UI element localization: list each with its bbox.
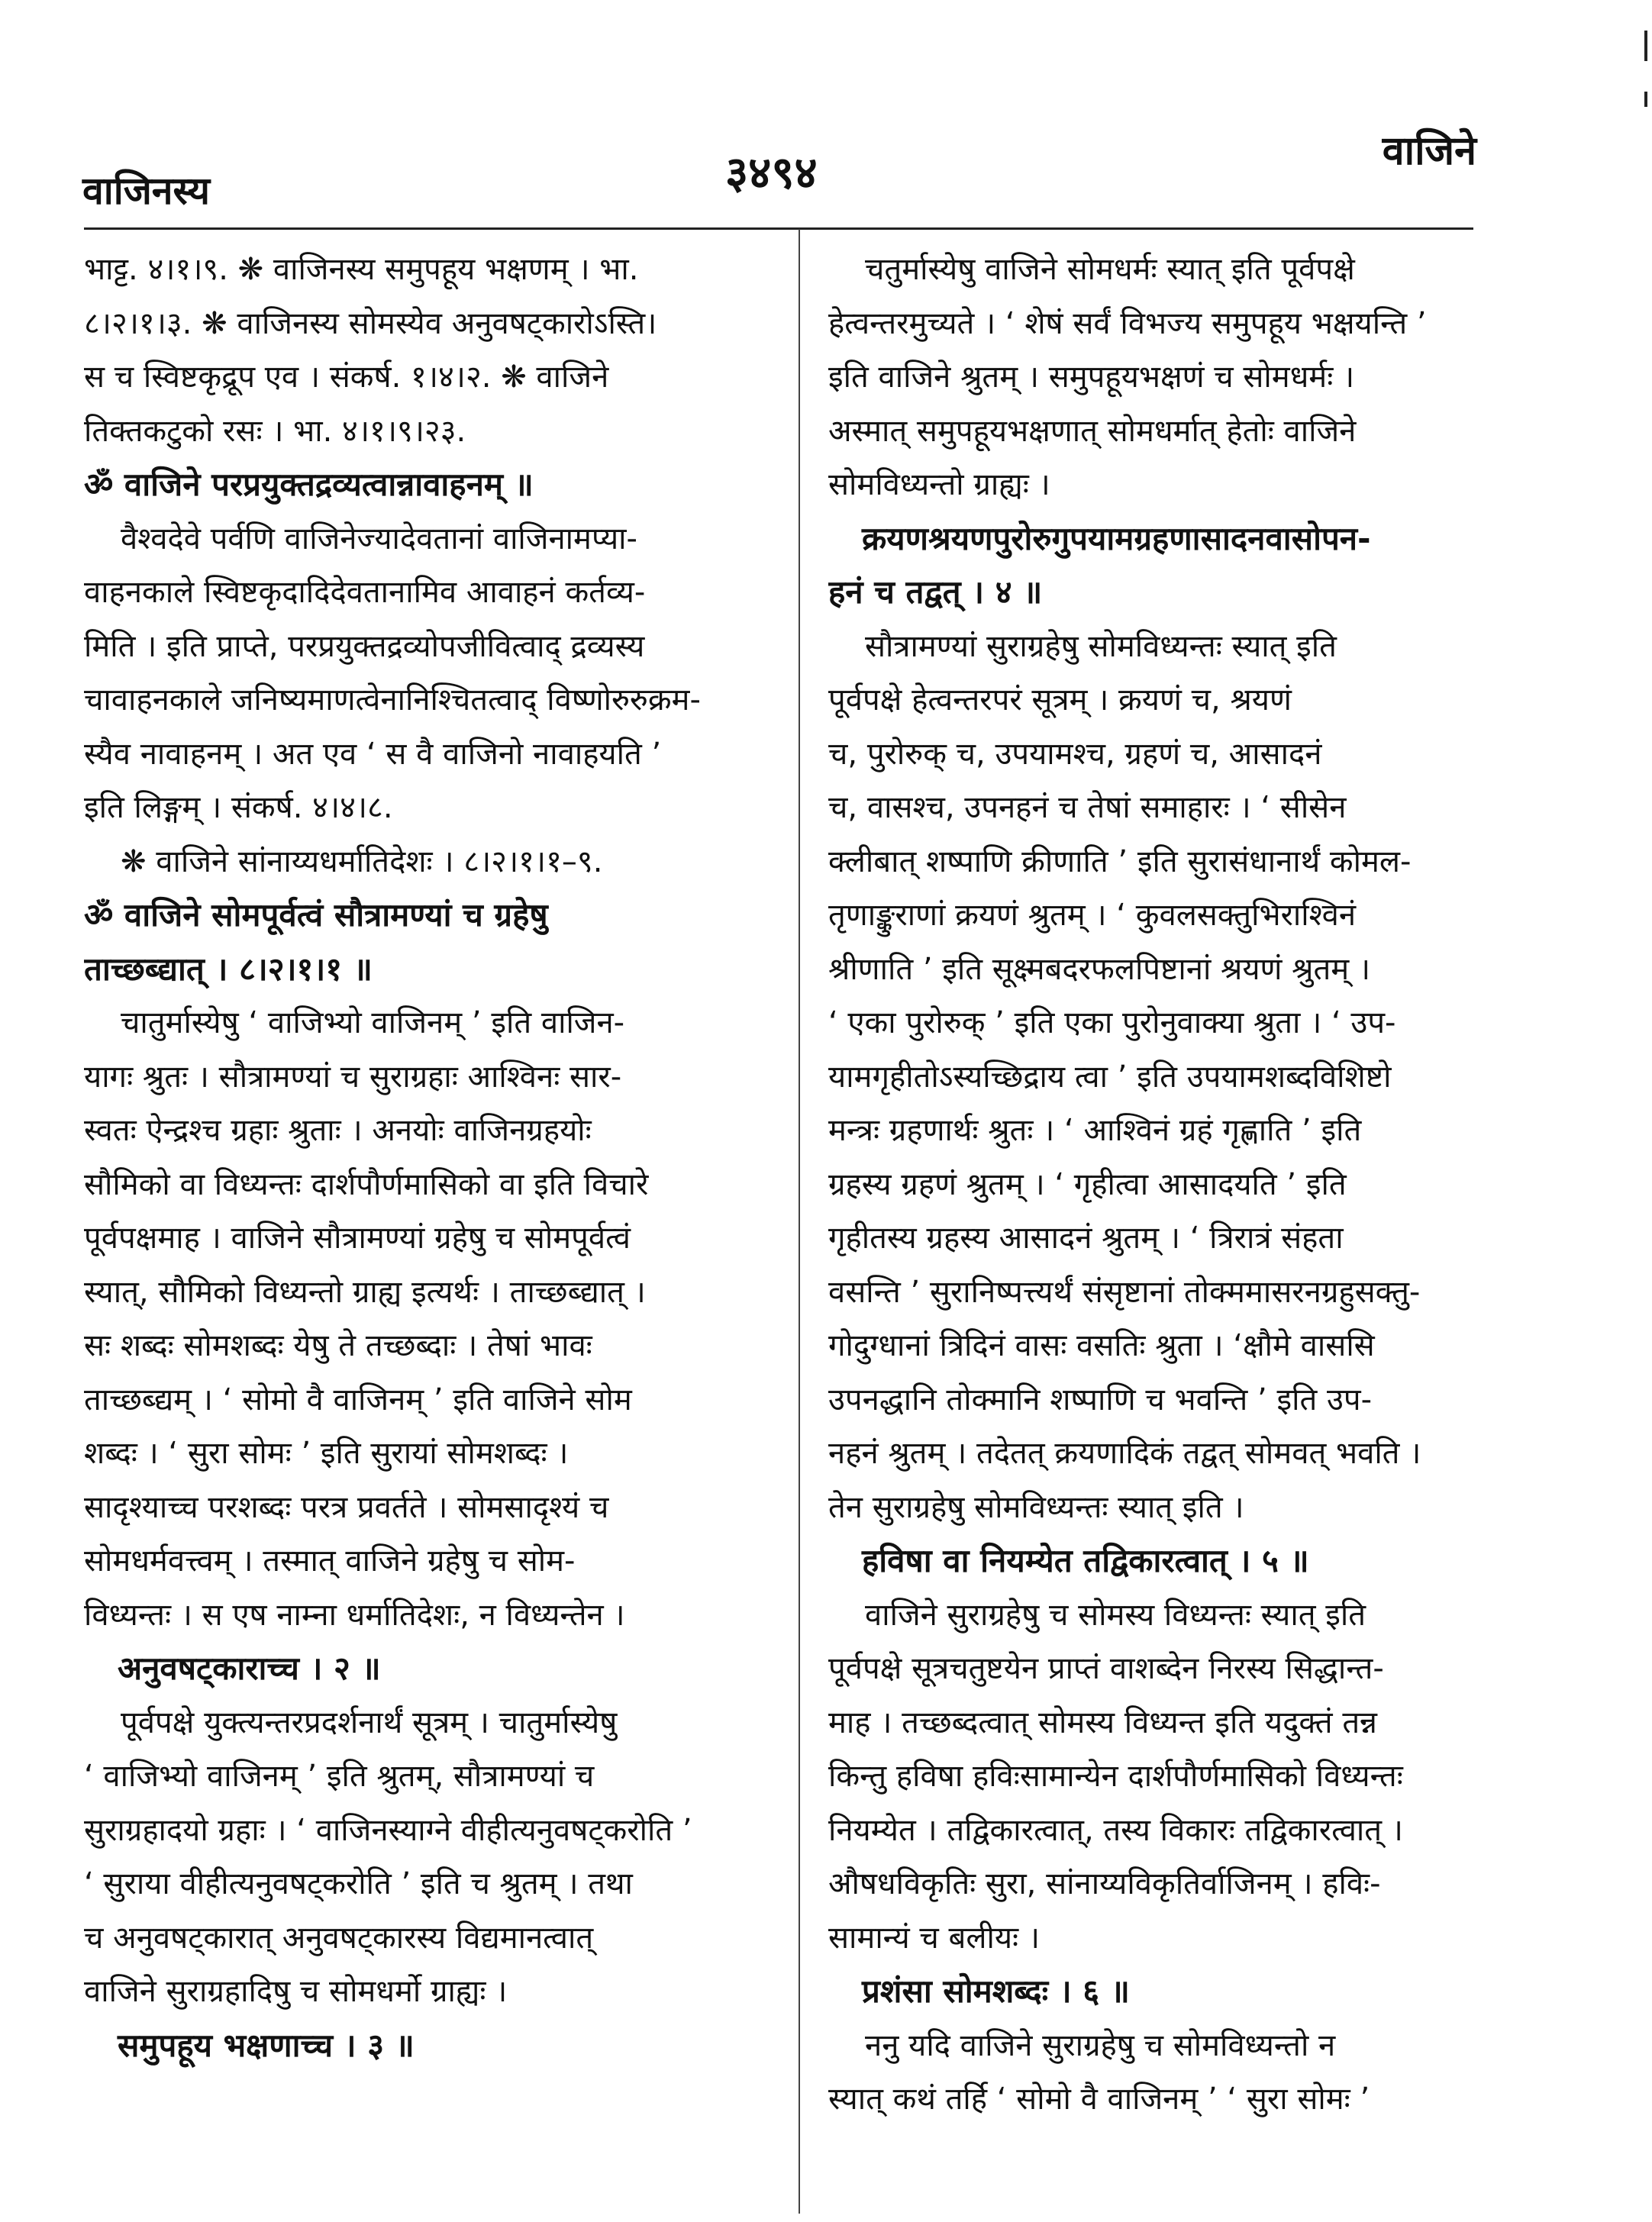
section-heading: ॐ वाजिने परप्रयुक्तद्रव्यत्वान्नावाहनम् ॥ [84,466,534,503]
text-line: सोमविध्यन्तो ग्राह्यः । [828,467,1050,502]
text-line: सादृश्याच्च परशब्दः परत्र प्रवर्तते । सोमसादृश्यं च [84,1489,609,1525]
text-line: पूर्वपक्षमाह । वाजिने सौत्रामण्यां ग्रहेषु च सोमपूर्वत्वं [84,1221,631,1256]
text-line: स्वतः ऐन्द्रश्च ग्रहाः श्रुताः । अनयोः वाजिनग्रहयोः [84,1113,592,1148]
right-column [828,243,1508,2127]
text-line: तृणाङ्कुराणां क्रयणं श्रुतम् । ‘ कुवलसक्तुभिराश्विनं [828,898,1357,933]
text-line: सौत्रामण्यां सुराग्रहेषु सोमविध्यन्तः स्यात् इति [865,628,1337,664]
text-line: सोमधर्मवत्त्वम् । तस्मात् वाजिने ग्रहेषु च सोम- [84,1543,576,1579]
text-line: ‘ सुराया वीहीत्यनुवषट्करोति ’ इति च श्रुतम् । तथा [84,1866,633,1901]
text-line: गृहीतस्य ग्रहस्य आसादनं श्रुतम् । ‘ त्रिरात्रं संहता [828,1221,1344,1256]
text-line: औषधविकृतिः सुरा, सांनाय्यविकृतिर्वाजिनम् । हविः- [828,1866,1381,1901]
scan-edge-mark [1644,92,1647,107]
text-line: ‘ वाजिभ्यो वाजिनम् ’ इति श्रुतम्, सौत्रामण्यां च [84,1759,595,1794]
running-head-left: वाजिनस्य [82,169,210,213]
text-line: वैश्वदेवे पर्वणि वाजिनेज्यादेवतानां वाजिनामप्या- [121,521,637,556]
text-line: नहनं श्रुतम् । तदेतत् क्रयणादिकं तद्वत् सोमवत् भवति । [828,1436,1421,1471]
text-line: पूर्वपक्षे युक्त्यन्तरप्रदर्शनार्थं सूत्रम् । चातुर्मास्येषु [121,1704,618,1740]
text-line: इति वाजिने श्रुतम् । समुपहूयभक्षणं च सोमधर्मः । [828,360,1355,395]
text-line: वसन्ति ’ सुरानिष्पत्त्यर्थं संसृष्टानां तोक्ममासरनग्रहुसक्तु- [828,1274,1421,1310]
text-line: चातुर्मास्येषु ‘ वाजिभ्यो वाजिनम् ’ इति वाजिन- [121,1005,625,1040]
section-heading: हनं च तद्वत् । ४ ॥ [828,573,1043,611]
section-heading: हविषा वा नियम्येत तद्विकारत्वात् । ५ ॥ [862,1542,1309,1579]
text-line: यागः श्रुतः । सौत्रामण्यां च सुराग्रहाः आश्विनः सार- [84,1059,622,1095]
text-line: ग्रहस्य ग्रहणं श्रुतम् । ‘ गृहीत्वा आसादयति ’ इति [828,1166,1347,1202]
text-line: इति लिङ्गम् । संकर्ष. ४।४।८. [84,790,393,825]
page-number: ३४९४ [725,147,818,198]
text-line: वाजिने सुराग्रहादिषु च सोमधर्मो ग्राह्यः । [84,1974,508,2009]
text-line: श्रीणाति ’ इति सूक्ष्मबदरफलपिष्टानां श्रयणं श्रुतम् । [828,951,1371,987]
text-line: नियम्येत । तद्विकारत्वात्, तस्य विकारः तद्विकारत्वात् । [828,1812,1403,1848]
section-heading: ताच्छब्द्यात् । ८।२।१।१ ॥ [84,950,373,988]
text-line: अस्मात् समुपहूयभक्षणात् सोमधर्मात् हेतोः वाजिने [828,413,1357,449]
text-line: सुराग्रहादयो ग्रहाः । ‘ वाजिनस्याग्ने वीहीत्यनुवषट्करोति ’ [84,1812,692,1848]
text-line: च, पुरोरुक् च, उपयामश्च, ग्रहणं च, आसादनं [828,736,1322,772]
text-line: भाट्ट. ४।१।९. ❋ वाजिनस्य समुपहूय भक्षणम् । भा. [84,252,639,287]
text-line: वाजिने सुराग्रहेषु च सोमस्य विध्यन्तः स्यात् इति [865,1597,1366,1633]
section-heading: अनुवषट्काराच्च । २ ॥ [118,1650,381,1687]
text-line: स्यैव नावाहनम् । अत एव ‘ स वै वाजिनो नावाहयति ’ [84,736,662,772]
left-column [84,243,763,2072]
text-line: पूर्वपक्षे सूत्रचतुष्टयेन प्राप्तं वाशब्देन निरस्य सिद्धान्त- [828,1651,1384,1686]
text-line: ❋ वाजिने सांनाय्यधर्मातिदेशः । ८।२।१।१–९. [121,843,603,879]
text-line: स च स्विष्टकृद्रूप एव । संकर्ष. १।४।२. ❋ वाजिने [84,360,609,395]
text-line: तेन सुराग्रहेषु सोमविध्यन्तः स्यात् इति । [828,1489,1244,1525]
text-line: विध्यन्तः । स एष नाम्ना धर्मातिदेशः, न विध्यन्तेन । [84,1597,625,1633]
text-line: गोदुग्धानां त्रिदिनं वासः वसतिः श्रुता । ‘क्षौमे वाससि [828,1328,1375,1363]
text-line: हेत्वन्तरमुच्यते । ‘ शेषं सर्वं विभज्य समुपहूय भक्षयन्ति ’ [828,305,1427,341]
text-line: चतुर्मास्येषु वाजिने सोमधर्मः स्यात् इति पूर्वपक्षे [865,252,1355,287]
text-line: वाहनकाले स्विष्टकृदादिदेवतानामिव आवाहनं कर्तव्य- [84,575,646,610]
text-line: सौमिको वा विध्यन्तः दार्शपौर्णमासिको वा इति विचारे [84,1166,649,1202]
text-line: स्यात् कथं तर्हि ‘ सोमो वै वाजिनम् ’ ‘ सुरा सोमः ’ [828,2082,1370,2117]
text-line: मिति । इति प्राप्ते, परप्रयुक्तद्रव्योपजीवित्वाद् द्रव्यस्य [84,628,645,664]
text-line: चावाहनकाले जनिष्यमाणत्वेनानिश्चितत्वाद् विष्णोरुरुक्रम- [84,682,701,718]
text-line: च, वासश्च, उपनहनं च तेषां समाहारः । ‘ सीसेन [828,790,1347,825]
text-line: किन्तु हविषा हविःसामान्येन दार्शपौर्णमासिको विध्यन्तः [828,1759,1403,1794]
text-line: मन्त्रः ग्रहणार्थः श्रुतः । ‘ आश्विनं ग्रहं गृह्णाति ’ इति [828,1113,1362,1148]
section-heading: प्रशंसा सोमशब्दः । ६ ॥ [862,1972,1130,2010]
text-line: ननु यदि वाजिने सुराग्रहेषु च सोमविध्यन्तो न [865,2027,1336,2063]
section-heading: ॐ वाजिने सोमपूर्वत्वं सौत्रामण्यां च ग्रहेषु [84,896,548,934]
scan-edge-mark [1644,31,1647,61]
text-line: यामगृहीतोऽस्यच्छिद्राय त्वा ’ इति उपयामशब्दविशिष्टो [828,1059,1392,1095]
section-heading: क्रयणश्रयणपुरोरुगुपयामग्रहणासादनवासोपन- [862,519,1371,557]
text-line: सामान्यं च बलीयः । [828,1920,1040,1956]
section-heading: समुपहूय भक्षणाच्च । ३ ॥ [118,2026,415,2064]
text-line: पूर्वपक्षे हेत्वन्तरपरं सूत्रम् । क्रयणं च, श्रयणं [828,682,1292,718]
text-line: तिक्तकटुको रसः । भा. ४।१।९।२३. [84,413,466,449]
text-line: च अनुवषट्कारात् अनुवषट्कारस्य विद्यमानत्वात् [84,1920,594,1956]
text-line: सः शब्दः सोमशब्दः येषु ते तच्छब्दाः । तेषां भावः [84,1328,592,1363]
text-line: उपनद्धानि तोक्मानि शष्पाणि च भवन्ति ’ इति उप- [828,1382,1373,1417]
header-rule [84,227,1473,230]
text-line: ८।२।१।३. ❋ वाजिनस्य सोमस्येव अनुवषट्कारोऽस्ति। [84,305,657,341]
text-line: माह । तच्छब्दत्वात् सोमस्य विध्यन्त इति यदुक्तं तन्न [828,1704,1377,1740]
text-line: क्लीबात् शष्पाणि क्रीणाति ’ इति सुरासंधानार्थं कोमल- [828,843,1412,879]
running-head-right: वाजिने [1382,128,1476,174]
text-line: स्यात्, सौमिको विध्यन्तो ग्राह्य इत्यर्थः । ताच्छब्द्यात् । [84,1274,646,1310]
text-line: ‘ एका पुरोरुक् ’ इति एका पुरोनुवाक्या श्रुता । ‘ उप- [828,1005,1396,1040]
column-separator [799,229,800,2214]
text-line: ताच्छब्द्यम् । ‘ सोमो वै वाजिनम् ’ इति वाजिने सोम [84,1382,632,1417]
text-line: शब्दः । ‘ सुरा सोमः ’ इति सुरायां सोमशब्दः । [84,1436,569,1471]
